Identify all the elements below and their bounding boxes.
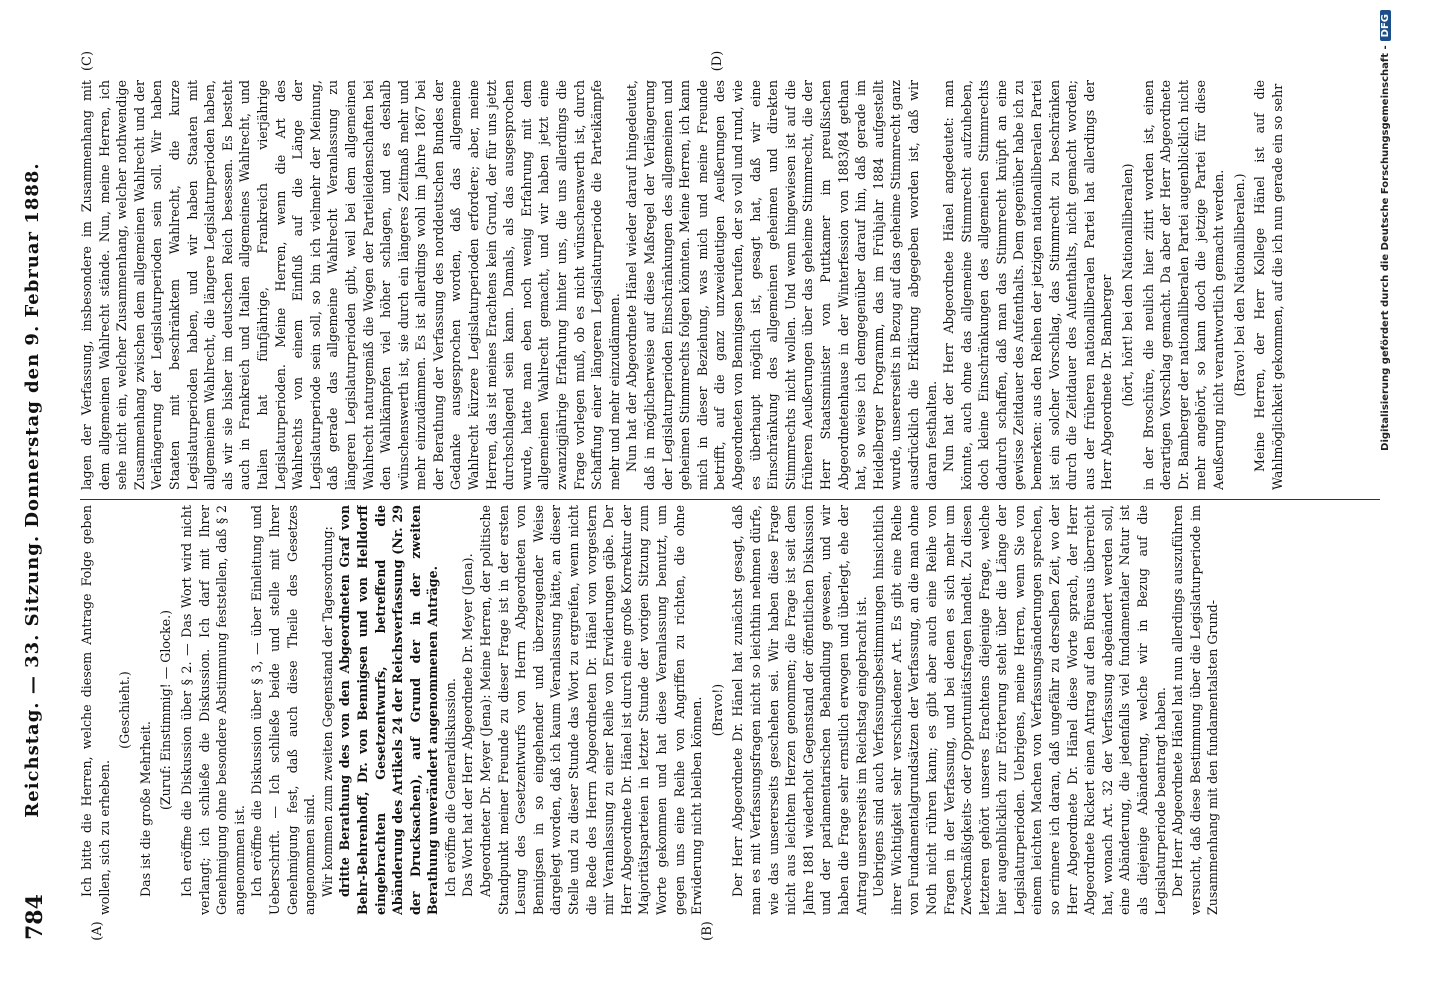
left-column (78, 505, 1388, 915)
paragraph: Nun hat der Abgeordnete Hänel wieder darauf hingedeutet, daß in möglicherweise auf diese Maßregel der Verlängerung der Legislaturperioden Einschränkungen des allgemeinen und geheimen Stimmrechts folgen könnten. Meine Herren, ich kann mich in dieser Beziehung, was mich und meine Freunde betrifft, auf die ganz unzweideutigen Aeußerungen des Abgeordneten von Bennigsen berufen, der so voll und rund, wie es überhaupt möglich ist, gesagt hat, daß wir eine Einschränkung des allgemeinen geheimen und direkten Stimmrechts nicht wollen. Und wenn hingewiesen ist auf die früheren Aeußerungen über das geheime Stimmrecht, die der Herr Staatsminister von Puttkamer im preußischen Abgeordnetenhause in der Winterfession von 1883/84 gethan hat, so weise ich demgegenüber darauf hin, daß gerade im Heidelberger Programm, das im Frühjahr 1884 aufgestellt wurde, unsererseits in Bezug auf das geheime Stimmrecht ganz ausdrücklich die Erklärung abgegeben worden ist, daß wir daran festhalten. (624, 80, 939, 490)
paragraph: Der Herr Abgeordnete Hänel hat nun allerdings auszuführen versucht, daß diese Bestimmung über die Legislaturperiode im Zusammenhang mit den fundamentalsten Grund- (1170, 505, 1221, 915)
paragraph: Uebrigens sind auch Verfassungsbestimmungen hinsichtlich ihrer Wichtigkeit sehr verschiedener Art. Es gibt eine Reihe von Fundamentalgrundsätzen der Verfassung, an die man ohne Noth nicht rühren kann; es gibt aber auch eine Reihe von Fragen in der Verfassung, und bei denen es sich mehr um Zweckmäßigkeits- oder Opportunitätsfragen handelt. Zu diesen letzteren gehört unseres Erachtens diejenige Frage, welche hier augenblicklich zur Erörterung steht über die Länge der Legislaturperioden. Uebrigens, meine Herren, wenn Sie von einem leichten Machen von Verfassungsänderungen sprechen, so erinnere ich daran, daß ungefähr zu derselben Zeit, wo der Herr Abgeordnete Dr. Hänel diese Worte sprach, der Herr Abgeordnete Rickert einen Antrag auf den Büreaus überreicht hat, wonach Art. 32 der Verfassung abgeändert werden soll, eine Abänderung, die jedenfalls viel fundamentaler Natur ist als diejenige Abänderung, welche wir in Bezug auf die Legislaturperiode beantragt haben. (871, 505, 1168, 915)
column-divider (80, 499, 1380, 500)
margin-mark-c: (C) (80, 50, 95, 72)
paragraph: (Bravo!) (709, 683, 725, 737)
margin-mark-d: (D) (710, 50, 725, 72)
page-title: Reichstag. — 33. Sitzung. Donnerstag den 9. Februar 1888. (22, 162, 43, 818)
digitization-credit (1380, 10, 1391, 570)
paragraph: (hört, hört! bei den Nationalliberalen) (1120, 163, 1136, 407)
paragraph: Ich eröffne die Diskussion über § 3, — über Einleitung und Ueberschrift. — Ich schließe beide und stelle mit Ihrer Genehmigung fest, daß auch diese Theile des Gesetzes angenommen sind. (249, 505, 318, 915)
paragraph: Nun hat der Herr Abgeordnete Hänel angedeutet: man könnte, auch ohne das allgemeine Stimmrecht aufzuheben, doch kleine Einschränkungen des allgemeinen Stimmrechts dadurch schaffen, daß man das Stimmrecht knüpft an eine gewisse Zeitdauer des Aufenthalts. Dem gegenüber habe ich zu bemerken: aus den Reihen der jetzigen nationalliberalen Partei ist ein solcher Vorschlag, das Stimmrecht zu beschränken durch die Zeitdauer des Aufenthalts, nicht gemacht worden; aus der früheren nationalliberalen Partei hat allerdings der Herr Abgeordnete Dr. Bamberger (941, 80, 1115, 490)
paragraph: (Zuruf: Einstimmig! — Glocke.) (158, 609, 174, 811)
right-column (78, 80, 1388, 490)
paragraph: (Geschieht.) (117, 671, 133, 749)
paragraph: Ich eröffne die Diskussion über § 2. — Das Wort wird nicht verlangt; ich schließe die Diskussion. Ich darf mit Ihrer Genehmigung ohne besondere Abstimmung feststellen, daß § 2 angenommen ist. (178, 505, 247, 915)
paragraph: in der Broschüre, die neulich hier zitirt worden ist, einen derartigen Vorschlag gemacht. Da aber der Herr Abgeordnete Dr. Bamberger der nationalliberalen Partei augenblicklich nicht mehr angehört, so kann doch die jetzige Partei für diese Aeußerung nicht verantwortlich gemacht werden. (1140, 80, 1226, 490)
paragraph: Ich bitte die Herren, welche diesem Antrage Folge geben wollen, sich zu erheben. (79, 505, 112, 915)
paragraph: Das ist die große Mehrheit. (137, 721, 153, 897)
page-header (6, 40, 66, 940)
paragraph: Der Herr Abgeordnete Dr. Hänel hat zunächst gesagt, daß man es mit Verfassungsfragen nicht so leichthin nehmen dürfe, wie das unsererseits geschehen sei. Wir haben diese Frage nicht aus leichtem Herzen genommen; die Frage ist seit dem Jahre 1881 wiederholt Gegenstand der öffentlichen Diskussion und der parlamentarischen Behandlung gewesen, und wir haben die Frage sehr ernstlich erwogen und überlegt, ehe der Antrag unsererseits im Reichstag eingebracht ist. (730, 505, 869, 915)
paragraph: Abgeordneter Dr. Meyer (Jena): Meine Herren, der politische Standpunkt meiner Freunde zu dieser Frage ist in der ersten Lesung des Gesetzentwurfs von Herrn Abgeordneten von Bennigsen in so eingehender und überzeugender Weise dargelegt worden, daß ich kaum Veranlassung hätte, an dieser Stelle und zu dieser Stunde das Wort zu ergreifen, wenn nicht die Rede des Herrn Abgeordneten Dr. Hänel von vorgestern mir Veranlassung zu einer Reihe von Erwiderungen gäbe. Der Herr Abgeordnete Dr. Hänel ist durch eine große Korrektur der Majoritätsparteien in letzter Stunde der vorigen Sitzung zum Worte gekommen und hat diese Veranlassung benutzt, um gegen uns eine Reihe von Angriffen zu richten, die ohne Erwiderung nicht bleiben können. (478, 505, 705, 915)
paragraph: dritte Berathung des von den Abgeordneten Graf von Behr-Behrenhoff, Dr. von Bennigsen und von Helldorff eingebrachten Gesetzentwurfs, betreffend die Abänderung des Artikels 24 der Reichsverfassung (Nr. 29 der Drucksachen), auf Grund der in der zweiten Berathung unverändert angenommenen Anträge. (337, 505, 441, 915)
paragraph: lagen der Verfassung, insbesondere im Zusammenhang mit dem allgemeinen Wahlrecht stände. Nun, meine Herren, ich sehe nicht ein, welcher Zusammenhang, welcher nothwendige Zusammenhang zwischen dem allgemeinen Wahlrecht und der Verlängerung der Legislaturperioden sein soll. Wir haben Staaten mit beschränktem Wahlrecht, die kurze Legislaturperioden haben, und wir haben Staaten mit allgemeinem Wahlrecht, die längere Legislaturperioden haben, als wir sie bisher im deutschen Reich besessen. Es besteht auch in Frankreich und Italien allgemeines Wahlrecht, und Italien hat fünfjährige, Frankreich vierjährige Legislaturperioden. Meine Herren, wenn die Art des Wahlrechts von einem Einfluß auf die Länge der Legislaturperiode sein soll, so bin ich vielmehr der Meinung, daß gerade das allgemeine Wahlrecht Veranlassung zu längeren Legislaturperioden gibt, weil bei dem allgemeinen Wahlrecht naturgemäß die Wogen der Parteileidenschaften bei den Wahlkämpfen viel höher schlagen, und es deshalb wünschenswerth ist, sie durch ein längeres Zeitmaß mehr und mehr einzudämmen. Es ist allerdings wohl im Jahre 1867 bei der Berathung der Verfassung des norddeutschen Bundes der Gedanke ausgesprochen worden, daß das allgemeine Wahlrecht kürzere Legislaturperioden erfordere; aber, meine Herren, das ist meines Erachtens kein Grund, der für uns jetzt durchschlagend sein kann. Damals, als das ausgesprochen wurde, hatte man eben noch wenig Erfahrung mit dem allgemeinen Wahlrecht gemacht, und wir haben jetzt eine zwanzigjährige Erfahrung hinter uns, die uns allerdings die Frage vorlegen muß, ob es nicht wünschenswerth ist, durch Schaffung einer längeren Legislaturperiode die Parteikämpfe mehr und mehr einzudämmen. (79, 80, 622, 490)
page-number: 784 (22, 894, 48, 940)
dfg-logo: DFG (1380, 10, 1391, 41)
paragraph: Meine Herren, der Herr Kollege Hänel ist auf die Wahlmöglichkeit gekommen, auf die ich nun gerade ein so sehr (1252, 80, 1285, 490)
paragraph: (Bravo! bei den Nationalliberalen.) (1231, 173, 1247, 397)
paragraph: Ich eröffne die Generaldiskussion. (442, 678, 458, 897)
margin-mark-b: (B) (700, 921, 715, 941)
credit-text: Digitalisierung gefördert durch die Deutsche Forschungsgemeinschaft - (1380, 45, 1391, 451)
paragraph: Das Wort hat der Herr Abgeordnete Dr. Meyer (Jena). (460, 553, 476, 897)
margin-mark-a: (A) (90, 921, 105, 941)
paragraph: Wir kommen zum zweiten Gegenstand der Tagesordnung: (319, 526, 335, 897)
